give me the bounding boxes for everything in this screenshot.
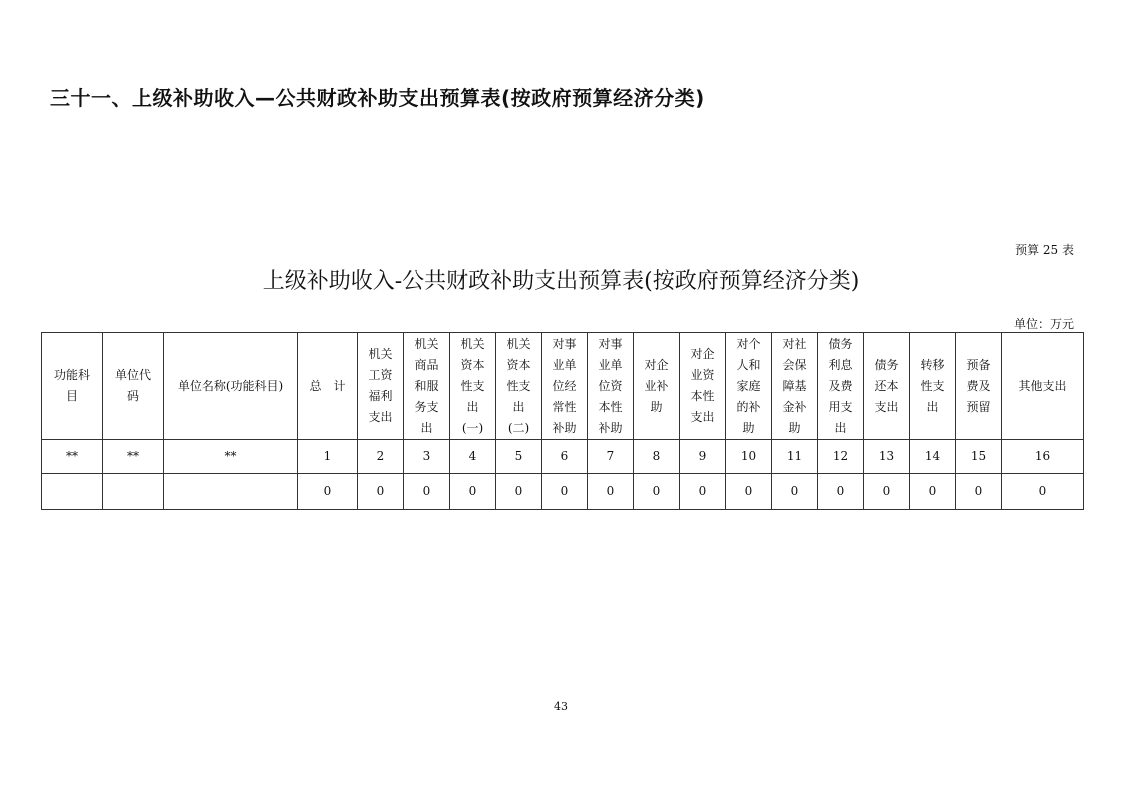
column-header-line: 支出 [690, 410, 715, 424]
column-header-line: 对个 [736, 336, 761, 351]
column-header-10 [588, 333, 634, 440]
index-cell: 13 [864, 440, 910, 474]
data-cell: 0 [542, 474, 588, 510]
column-header-line: 业资 [690, 368, 715, 382]
index-cell: 16 [1002, 440, 1084, 474]
column-header-line: 助 [788, 420, 801, 435]
column-header-14 [772, 333, 818, 440]
column-header-line: 支出 [874, 399, 899, 414]
data-cell: 0 [1002, 474, 1084, 510]
data-cell: 0 [450, 474, 496, 510]
column-header-3 [164, 333, 298, 440]
column-header-17 [910, 333, 956, 440]
column-header-line: 常性 [552, 399, 577, 414]
budget-table [41, 332, 1084, 510]
column-header-line: 业补 [644, 378, 669, 393]
column-header-line: 对企 [644, 357, 669, 372]
index-cell: ** [103, 440, 164, 474]
column-header-line: 性支 [506, 378, 531, 393]
column-header-line: 对企 [690, 347, 715, 361]
data-cell: 0 [680, 474, 726, 510]
column-header-line: 务支 [414, 399, 439, 414]
column-header-16 [864, 333, 910, 440]
column-header-18 [956, 333, 1002, 440]
column-header-line: 单位代 [114, 368, 151, 382]
column-header-7 [450, 333, 496, 440]
data-row [42, 474, 1084, 510]
column-header-line: 目 [65, 389, 78, 403]
column-header-line: 的补 [736, 399, 761, 414]
data-cell: 0 [358, 474, 404, 510]
column-header-line: 机关 [460, 336, 485, 351]
index-cell: 15 [956, 440, 1002, 474]
data-cell: 0 [818, 474, 864, 510]
column-header-line: 性支 [460, 378, 485, 393]
data-cell: 0 [772, 474, 818, 510]
index-cell: 5 [496, 440, 542, 474]
index-cell: 12 [818, 440, 864, 474]
index-cell: 10 [726, 440, 772, 474]
column-header-line: 用支 [828, 399, 853, 414]
index-cell: 6 [542, 440, 588, 474]
column-header-line: 商品 [414, 357, 439, 372]
column-header-line: 和服 [414, 378, 439, 393]
column-header-line: 人和 [736, 357, 761, 372]
index-cell: ** [42, 440, 103, 474]
index-cell: 14 [910, 440, 956, 474]
section-heading: 三十一、上级补助收入—公共财政补助支出预算表(按政府预算经济分类) [50, 86, 705, 110]
column-header-12 [680, 333, 726, 440]
column-header-line: 补助 [552, 420, 577, 435]
column-header-line: 资本 [460, 357, 485, 372]
column-header-line: 助 [650, 399, 663, 414]
column-header-9 [542, 333, 588, 440]
column-header-line: 福利 [368, 389, 393, 403]
column-header-line: 转移 [920, 357, 945, 372]
header-row [42, 333, 1084, 440]
column-header-line: 费及 [966, 378, 991, 393]
data-cell [103, 474, 164, 510]
column-header-15 [818, 333, 864, 440]
column-index-row [42, 440, 1084, 474]
column-header-line: 支出 [368, 410, 393, 424]
column-header-line: (二) [507, 420, 530, 435]
column-header-5 [358, 333, 404, 440]
column-header-line: 利息 [828, 357, 853, 372]
column-header-line: 金补 [782, 399, 807, 414]
data-cell: 0 [634, 474, 680, 510]
column-header-line: 位资 [598, 378, 623, 393]
data-cell: 0 [404, 474, 450, 510]
table-number: 预算 25 表 [1015, 243, 1074, 257]
column-header-line: 对社 [782, 336, 807, 351]
column-header-line: 本性 [690, 389, 715, 403]
column-header-1 [42, 333, 103, 440]
data-cell: 0 [726, 474, 772, 510]
page-number: 43 [554, 700, 568, 713]
column-header-line: 性支 [920, 378, 945, 393]
column-header-line: 工资 [368, 368, 393, 382]
column-header-line: (一) [461, 420, 484, 435]
column-header-13 [726, 333, 772, 440]
column-header-line: 出 [512, 399, 525, 414]
column-header-line: 障基 [782, 378, 807, 393]
index-cell: 4 [450, 440, 496, 474]
data-cell: 0 [864, 474, 910, 510]
table-title: 上级补助收入-公共财政补助支出预算表(按政府预算经济分类) [262, 269, 860, 294]
unit-label: 单位：万元 [1013, 317, 1074, 331]
index-cell: 1 [298, 440, 358, 474]
column-header-line: 单位名称(功能科目) [177, 378, 284, 393]
column-header-line: 预留 [966, 399, 991, 414]
column-header-2 [103, 333, 164, 440]
column-header-line: 还本 [874, 378, 899, 393]
column-header-11 [634, 333, 680, 440]
column-header-line: 其他支出 [1018, 378, 1067, 393]
column-header-line: 会保 [782, 357, 807, 372]
column-header-line: 出 [834, 420, 847, 435]
column-header-4 [298, 333, 358, 440]
data-cell: 0 [956, 474, 1002, 510]
data-cell: 0 [496, 474, 542, 510]
column-header-line: 出 [926, 399, 939, 414]
data-cell [42, 474, 103, 510]
column-header-line: 债务 [874, 357, 899, 372]
column-header-line: 资本 [506, 357, 531, 372]
data-cell: 0 [588, 474, 634, 510]
column-header-line: 机关 [368, 347, 393, 361]
index-cell: 7 [588, 440, 634, 474]
column-header-line: 预备 [966, 357, 991, 372]
index-cell: 8 [634, 440, 680, 474]
data-cell: 0 [910, 474, 956, 510]
column-header-line: 业单 [552, 357, 577, 372]
column-header-line: 出 [466, 399, 479, 414]
data-cell [164, 474, 298, 510]
column-header-line: 机关 [506, 336, 531, 351]
column-header-6 [404, 333, 450, 440]
column-header-19 [1002, 333, 1084, 440]
index-cell: 9 [680, 440, 726, 474]
index-cell: ** [164, 440, 298, 474]
data-cell: 0 [298, 474, 358, 510]
column-header-line: 补助 [598, 420, 623, 435]
column-header-line: 家庭 [736, 378, 761, 393]
column-header-line: 对事 [598, 336, 623, 351]
column-header-8 [496, 333, 542, 440]
column-header-line: 总 计 [309, 378, 346, 393]
column-header-line: 功能科 [53, 368, 90, 382]
column-header-line: 及费 [828, 378, 853, 393]
column-header-line: 对事 [552, 336, 577, 351]
column-header-line: 出 [420, 420, 433, 435]
column-header-line: 机关 [414, 336, 439, 351]
column-header-line: 本性 [598, 399, 623, 414]
column-header-line: 助 [742, 420, 755, 435]
index-cell: 11 [772, 440, 818, 474]
index-cell: 3 [404, 440, 450, 474]
index-cell: 2 [358, 440, 404, 474]
column-header-line: 位经 [552, 378, 577, 393]
column-header-line: 债务 [828, 336, 853, 351]
column-header-line: 码 [126, 389, 139, 403]
column-header-line: 业单 [598, 357, 623, 372]
